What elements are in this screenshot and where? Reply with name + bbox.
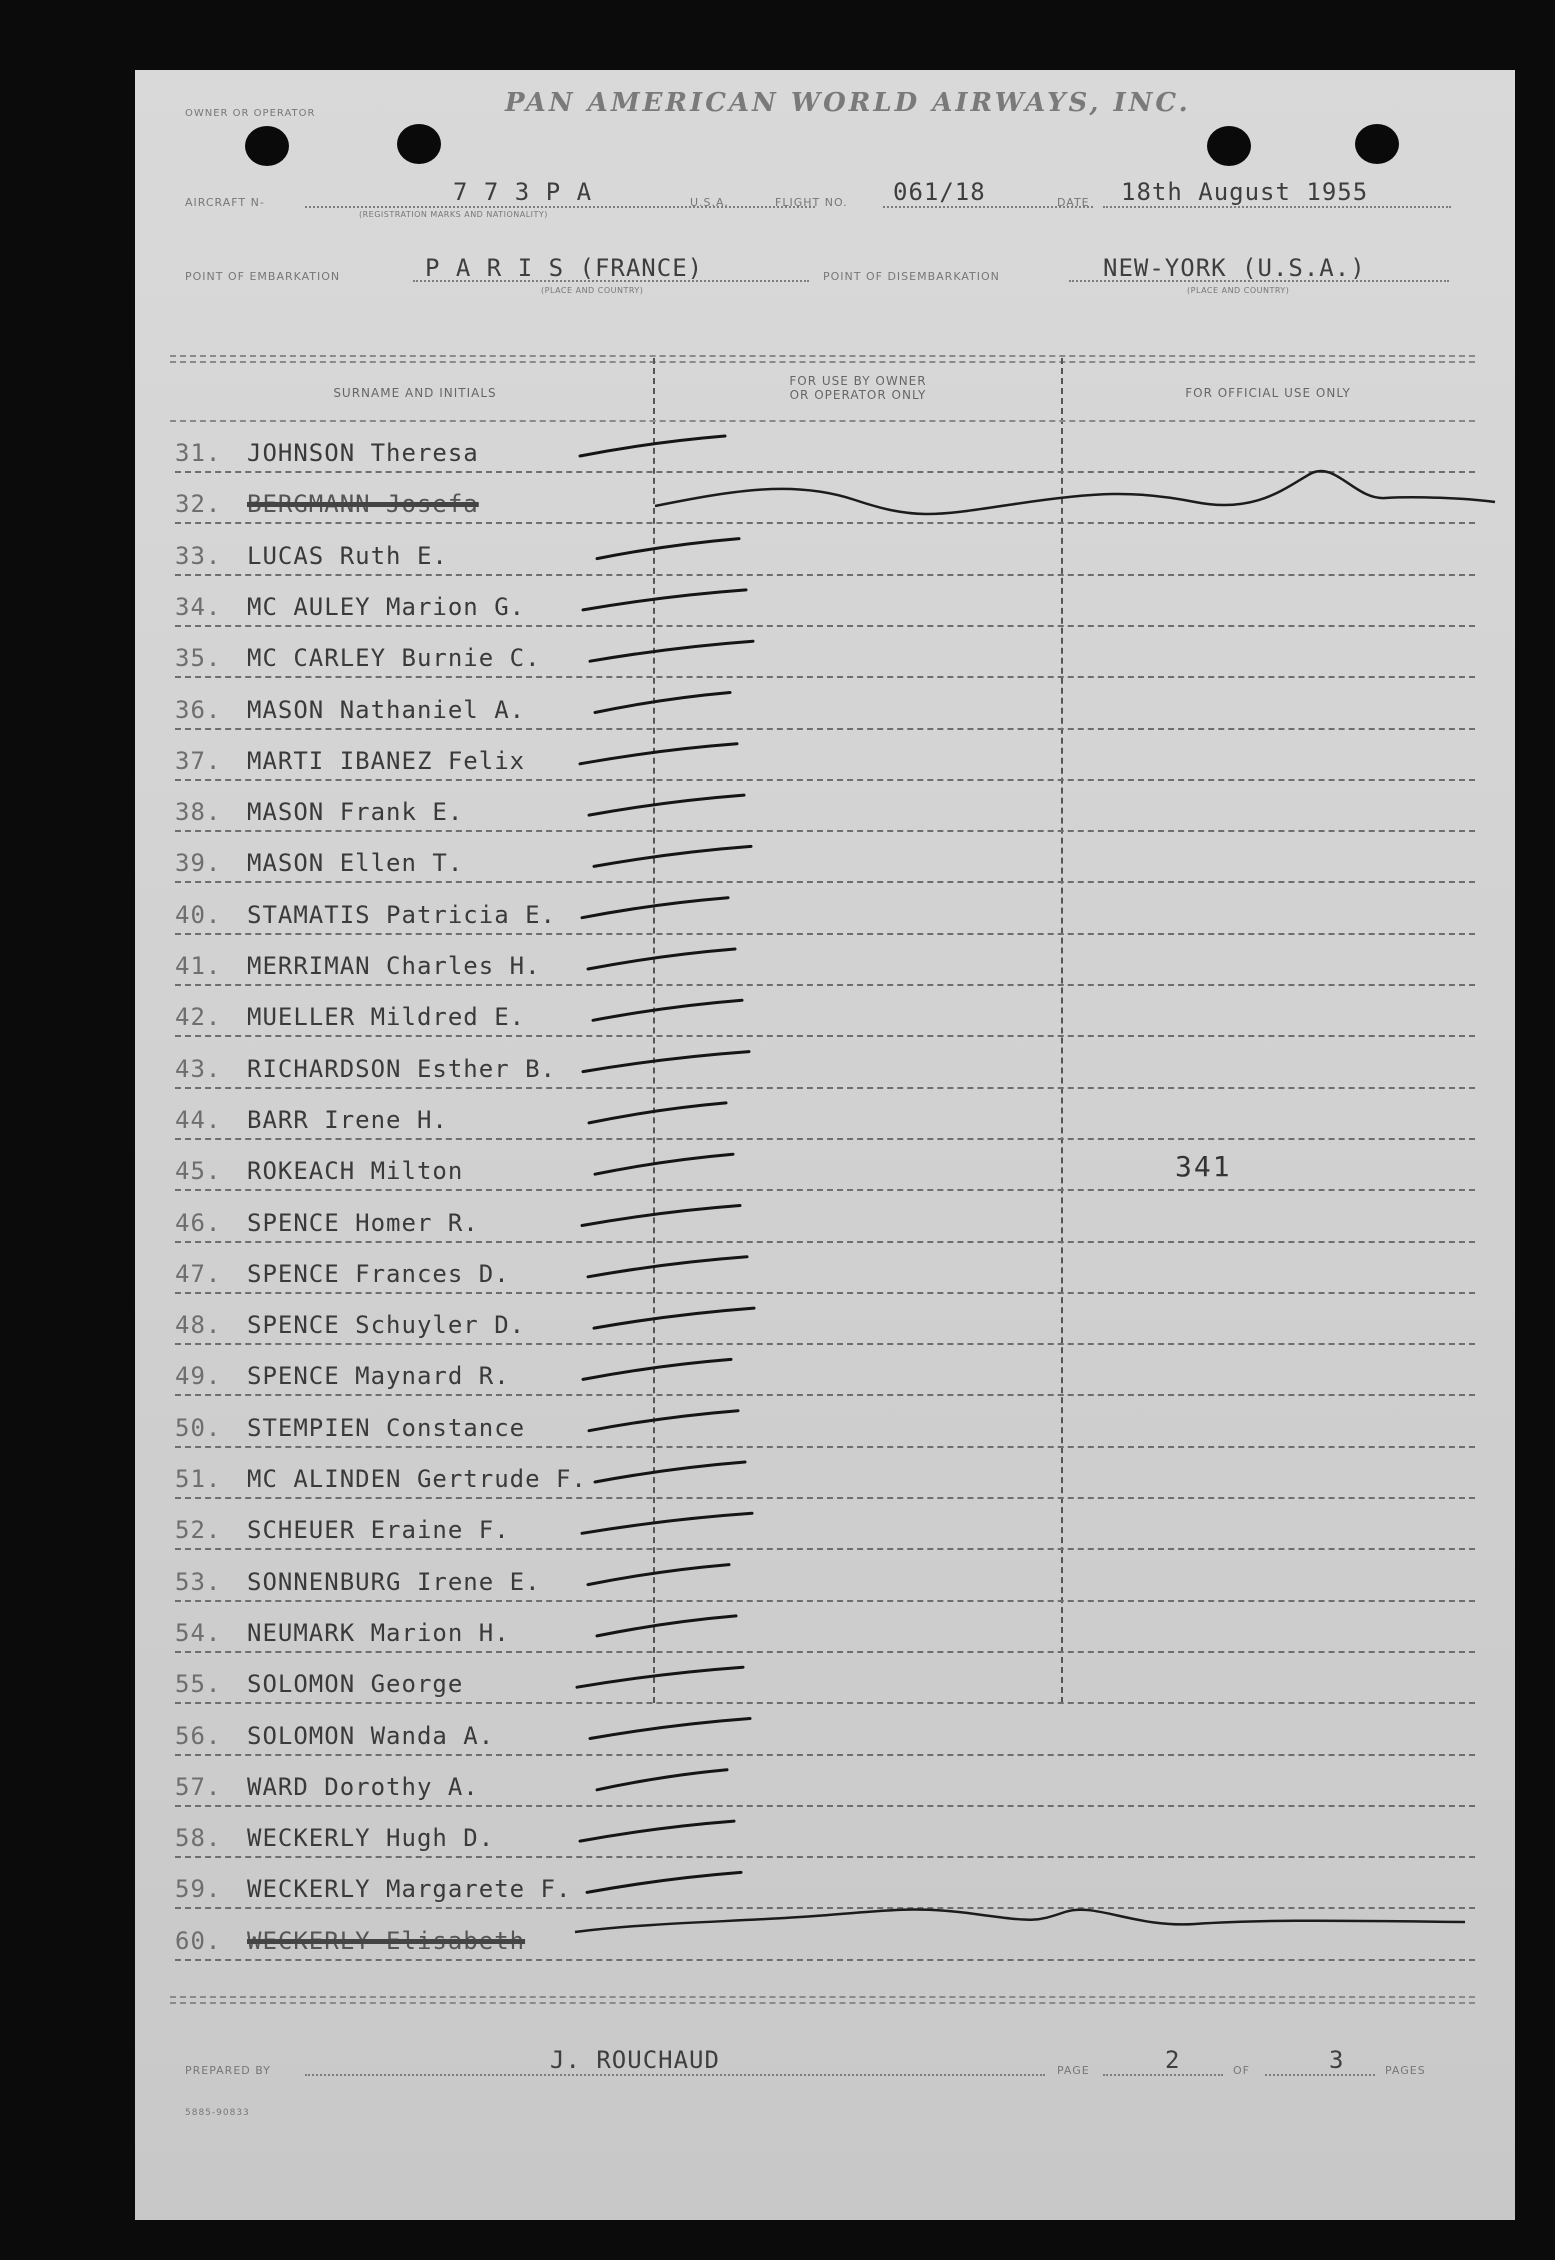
passenger-name: LUCAS Ruth E. [247, 541, 448, 570]
row-number: 45. [175, 1157, 222, 1186]
row-number: 56. [175, 1721, 222, 1750]
row-number: 53. [175, 1567, 222, 1596]
check-mark [580, 436, 725, 456]
col-surname-header: SURNAME AND INITIALS [333, 386, 497, 400]
passenger-name: WECKERLY Hugh D. [247, 1824, 495, 1853]
check-mark [582, 1513, 752, 1533]
check-mark [593, 1000, 742, 1020]
row-number: 59. [175, 1875, 222, 1904]
row-number: 54. [175, 1618, 222, 1647]
check-mark [580, 744, 737, 764]
check-mark [590, 641, 753, 661]
check-mark [597, 1770, 727, 1790]
check-mark [590, 1719, 750, 1739]
passenger-name: SPENCE Frances D. [247, 1259, 510, 1288]
owner-label: OWNER OR OPERATOR [185, 108, 316, 119]
row-number: 50. [175, 1413, 222, 1442]
passenger-name: WECKERLY Elisabeth [247, 1926, 526, 1955]
row-number: 40. [175, 900, 222, 929]
passenger-name: MC ALINDEN Gertrude F. [247, 1465, 587, 1493]
passenger-name: MERRIMAN Charles H. [247, 952, 541, 980]
form-number: 5885-90833 [185, 2108, 250, 2118]
row-number: 37. [175, 746, 222, 775]
passenger-name: STEMPIEN Constance [247, 1413, 526, 1442]
check-mark [583, 590, 746, 610]
row-number: 42. [175, 1003, 222, 1032]
row-number: 34. [175, 592, 222, 621]
page-label: PAGE [1057, 2064, 1090, 2077]
date-label: DATE [1057, 196, 1090, 209]
row-number: 58. [175, 1824, 222, 1853]
check-mark [589, 1411, 738, 1431]
aircraft-label: AIRCRAFT N- [185, 196, 265, 209]
embarkation-caption: (PLACE AND COUNTRY) [541, 286, 644, 295]
usa-label: U.S.A. [690, 196, 729, 209]
row-number: 60. [175, 1926, 222, 1955]
passenger-name: MARTI IBANEZ Felix [247, 746, 526, 775]
row-number: 46. [175, 1208, 222, 1237]
check-mark [588, 1565, 729, 1585]
disembarkation-label: POINT OF DISEMBARKATION [823, 270, 1000, 283]
check-mark [582, 898, 728, 918]
passenger-name: SOLOMON Wanda A. [247, 1721, 495, 1750]
check-mark [583, 1052, 749, 1072]
passenger-name: MUELLER Mildred E. [247, 1003, 526, 1032]
row-number: 57. [175, 1772, 222, 1801]
pages-label: PAGES [1385, 2064, 1426, 2077]
check-mark [597, 1616, 736, 1636]
check-mark [595, 1462, 745, 1482]
disembarkation-value: NEW-YORK (U.S.A.) [1103, 254, 1366, 282]
of-label: OF [1233, 2064, 1250, 2077]
check-mark [583, 1359, 731, 1379]
row-number: 52. [175, 1516, 222, 1545]
passenger-name: JOHNSON Theresa [247, 439, 479, 467]
row-number: 38. [175, 798, 222, 827]
row-number: 32. [175, 490, 222, 519]
passenger-name: MASON Frank E. [247, 798, 464, 827]
flight-label: FLIGHT NO. [775, 196, 848, 209]
aircraft-value: 7 7 3 P A [453, 178, 593, 206]
check-mark [595, 693, 730, 713]
date-value: 18th August 1955 [1121, 178, 1369, 206]
passenger-name: SOLOMON George [247, 1670, 464, 1699]
row-number: 33. [175, 541, 222, 570]
passenger-name: STAMATIS Patricia E. [247, 900, 556, 929]
check-mark [594, 846, 751, 866]
passenger-name: NEUMARK Marion H. [247, 1618, 510, 1647]
passenger-name: SPENCE Maynard R. [247, 1362, 510, 1391]
row-number: 44. [175, 1105, 222, 1134]
row-number: 55. [175, 1670, 222, 1699]
col-owner-header-line2: OR OPERATOR ONLY [789, 388, 927, 402]
check-mark [594, 1308, 754, 1328]
passenger-name: SCHEUER Eraine F. [247, 1516, 510, 1545]
col-owner-header-line1: FOR USE BY OWNER [789, 374, 927, 388]
row-number: 36. [175, 695, 222, 724]
row-number: 47. [175, 1259, 222, 1288]
passenger-name: SONNENBURG Irene E. [247, 1567, 541, 1596]
prepared-value: J. ROUCHAUD [550, 2046, 720, 2074]
row-number: 41. [175, 952, 222, 980]
row-number: 48. [175, 1311, 222, 1340]
check-mark [582, 1206, 740, 1226]
col-official-header: FOR OFFICIAL USE ONLY [1185, 386, 1351, 400]
handwritten-marks [135, 70, 1515, 2220]
embarkation-value: P A R I S (FRANCE) [425, 254, 704, 282]
passenger-name: WARD Dorothy A. [247, 1772, 479, 1801]
passenger-name: SPENCE Homer R. [247, 1208, 479, 1237]
check-mark [587, 1872, 741, 1892]
passenger-name: ROKEACH Milton [247, 1157, 464, 1186]
prepared-label: PREPARED BY [185, 2064, 271, 2077]
manifest-page [135, 70, 1515, 2220]
passenger-name: BERGMANN Josefa [247, 490, 479, 519]
company-name: PAN AMERICAN WORLD AIRWAYS, INC. [505, 88, 1191, 118]
cancel-line-row-32 [655, 471, 1495, 514]
registration-caption: (REGISTRATION MARKS AND NATIONALITY) [359, 210, 548, 219]
check-mark [577, 1667, 743, 1687]
disembarkation-caption: (PLACE AND COUNTRY) [1187, 286, 1290, 295]
official-use-number: 341 [1175, 1150, 1232, 1184]
check-mark [589, 1103, 726, 1123]
page-value: 2 [1165, 2046, 1181, 2074]
passenger-name: MASON Nathaniel A. [247, 695, 526, 724]
row-number: 31. [175, 439, 222, 467]
check-mark [595, 1154, 733, 1174]
passenger-name: SPENCE Schuyler D. [247, 1311, 526, 1340]
check-mark [597, 539, 739, 559]
check-mark [589, 795, 744, 815]
passenger-name: WECKERLY Margarete F. [247, 1875, 572, 1904]
row-number: 49. [175, 1362, 222, 1391]
pages-value: 3 [1329, 2046, 1345, 2074]
passenger-name: MC CARLEY Burnie C. [247, 644, 541, 673]
check-mark [580, 1821, 734, 1841]
row-number: 51. [175, 1465, 222, 1493]
passenger-name: BARR Irene H. [247, 1105, 448, 1134]
passenger-name: RICHARDSON Esther B. [247, 1054, 556, 1083]
passenger-name: MC AULEY Marion G. [247, 592, 526, 621]
row-number: 43. [175, 1054, 222, 1083]
check-mark [588, 949, 735, 969]
row-number: 35. [175, 644, 222, 673]
embarkation-label: POINT OF EMBARKATION [185, 270, 341, 283]
check-mark [588, 1257, 747, 1277]
flight-value: 061/18 [893, 178, 986, 206]
row-number: 39. [175, 849, 222, 878]
passenger-name: MASON Ellen T. [247, 849, 464, 878]
cancel-line-row-60 [575, 1910, 1465, 1932]
